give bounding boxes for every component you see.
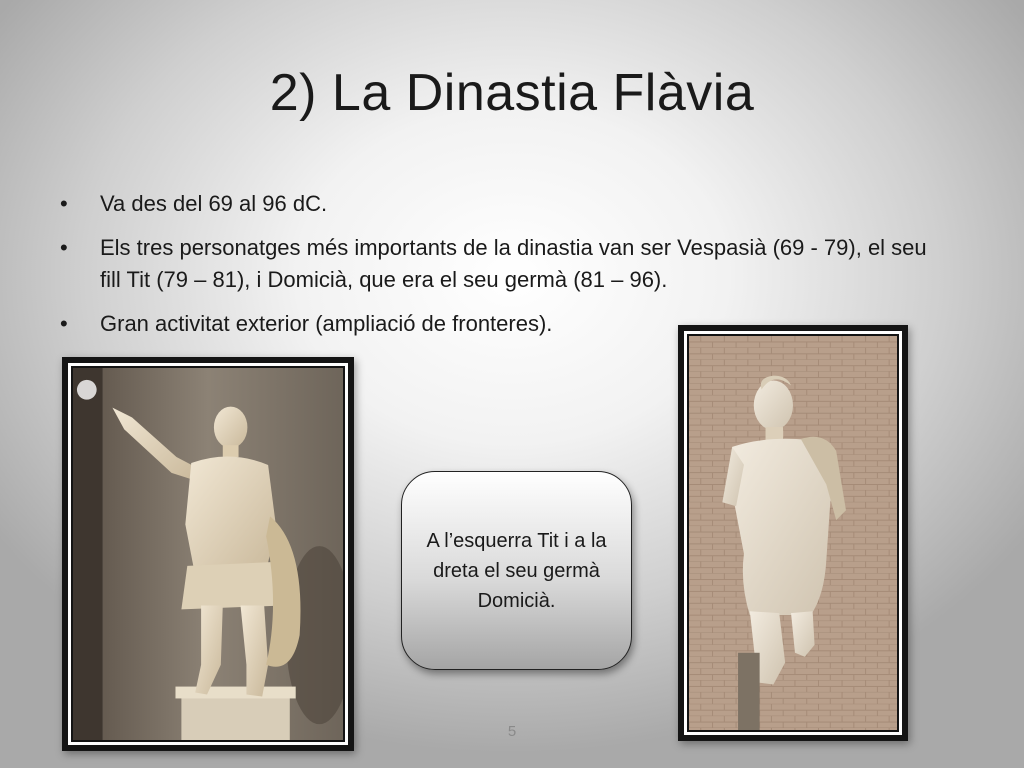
photo-frame-left bbox=[62, 357, 354, 751]
statue-tit-image bbox=[71, 366, 345, 742]
page-number: 5 bbox=[507, 723, 517, 740]
bullet-text: Els tres personatges més importants de la dinastia van ser Vespasià (69 - 79), el seu fill Tit (79 – 81), i Domicià, que era el seu germà (81 – 96). bbox=[100, 235, 927, 292]
caption-text: A l’esquerra Tit i a la dreta el seu germà Domicià. bbox=[426, 529, 607, 612]
bullet-text: Va des del 69 al 96 dC. bbox=[100, 191, 328, 216]
bullet-text: Gran activitat exterior (ampliació de fronteres). bbox=[100, 311, 553, 336]
bullet-marker: • bbox=[60, 311, 68, 336]
bullet-marker: • bbox=[60, 235, 68, 260]
bullet-item bbox=[60, 232, 950, 296]
caption-callout bbox=[401, 471, 632, 670]
statue-domicia-image bbox=[687, 334, 899, 732]
bullet-item bbox=[60, 188, 950, 220]
bullet-marker: • bbox=[60, 191, 68, 216]
photo-frame-right bbox=[678, 325, 908, 741]
slide-title: 2) La Dinastia Flàvia bbox=[269, 64, 755, 122]
